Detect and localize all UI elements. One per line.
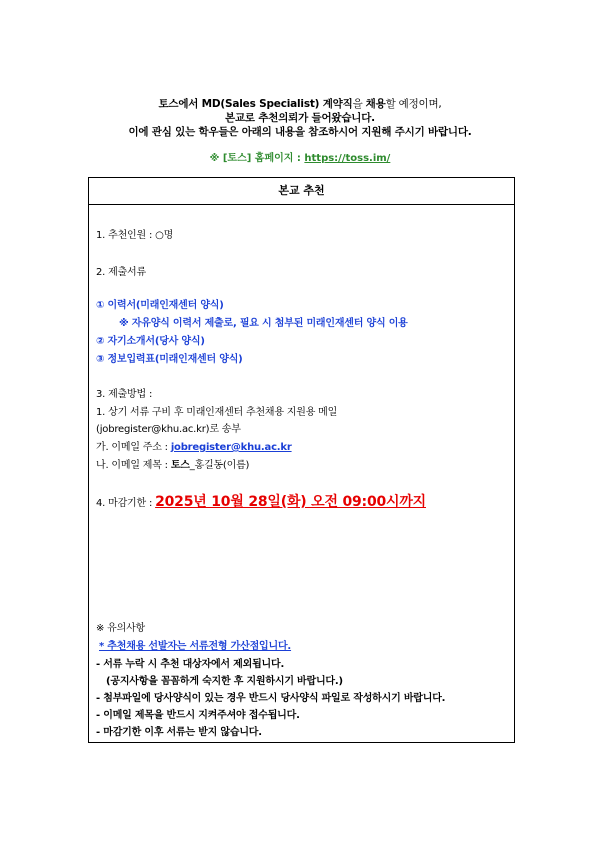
intro-text bbox=[0, 97, 600, 139]
note-2: - 첨부파일에 당사양식이 있는 경우 반드시 당사양식 파일로 작성하시기 바랍니다. bbox=[96, 693, 446, 704]
email-subject-line bbox=[96, 456, 249, 471]
docs-heading: 2. 제출서류 bbox=[96, 267, 146, 278]
note-1: - 서류 누락 시 추천 대상자에서 제외됩니다. bbox=[96, 659, 285, 670]
intro-plan: 할 예정이며, bbox=[385, 98, 442, 110]
method-line-1: 1. 상기 서류 구비 후 미래인재센터 추천채용 지원용 메일 bbox=[96, 407, 338, 418]
intro-particle: 을 bbox=[352, 98, 366, 110]
note-star: * 추천채용 선발자는 서류전형 가산점입니다. bbox=[99, 641, 292, 652]
intro-line-3: 이에 관심 있는 학우들은 아래의 내용을 참조하시어 지원해 주시기 바랍니다. bbox=[128, 126, 472, 138]
method-line-2: (jobregister@khu.ac.kr)로 송부 bbox=[96, 424, 241, 435]
intro-company: 토스에서 bbox=[158, 98, 202, 110]
deadline-value: 2025년 10월 28일(화) 오전 09:00시까지 bbox=[155, 494, 426, 510]
deadline-label: 4. 마감기한 : bbox=[96, 498, 156, 509]
intro-position: MD(Sales Specialist) 계약직 bbox=[201, 98, 353, 110]
doc-item-2: ② 자기소개서(당사 양식) bbox=[96, 336, 205, 347]
deadline-line bbox=[96, 491, 426, 511]
email-link[interactable]: jobregister@khu.ac.kr bbox=[170, 442, 292, 453]
notes-heading: ※ 유의사항 bbox=[96, 623, 145, 634]
subject-rest: _홍길동(이름) bbox=[189, 460, 250, 471]
homepage-link[interactable]: https://toss.im/ bbox=[304, 153, 391, 164]
doc-item-3: ③ 정보입력표(미래인재센터 양식) bbox=[96, 354, 243, 365]
note-3: - 이메일 제목을 반드시 지켜주셔야 접수됩니다. bbox=[96, 710, 300, 721]
email-label: 가. 이메일 주소 : bbox=[96, 442, 171, 453]
doc-item-1: ① 이력서(미래인재센터 양식) bbox=[96, 300, 224, 311]
subject-company: 토스 bbox=[170, 460, 190, 471]
note-1b: (공지사항을 꼼꼼하게 숙지한 후 지원하시기 바랍니다.) bbox=[106, 676, 343, 687]
doc-item-1-note: ※ 자유양식 이력서 제출로, 필요 시 첨부된 미래인재센터 양식 이용 bbox=[119, 318, 408, 329]
note-4: - 마감기한 이후 서류는 받지 않습니다. bbox=[96, 727, 262, 738]
intro-line-2: 본교로 추천의뢰가 들어왔습니다. bbox=[225, 112, 375, 124]
recommendation-box bbox=[88, 177, 515, 743]
homepage-label: ※ [토스] 홈페이지 : bbox=[209, 153, 305, 164]
subject-label: 나. 이메일 제목 : bbox=[96, 460, 171, 471]
recommend-count: 1. 추천인원 : ○명 bbox=[96, 230, 174, 241]
intro-hiring: 채용 bbox=[365, 98, 386, 110]
box-title: 본교 추천 bbox=[89, 178, 514, 205]
homepage-line bbox=[0, 149, 600, 164]
intro-line-1 bbox=[0, 97, 600, 111]
email-address-line bbox=[96, 438, 292, 453]
method-heading: 3. 제출방법 : bbox=[96, 389, 153, 400]
